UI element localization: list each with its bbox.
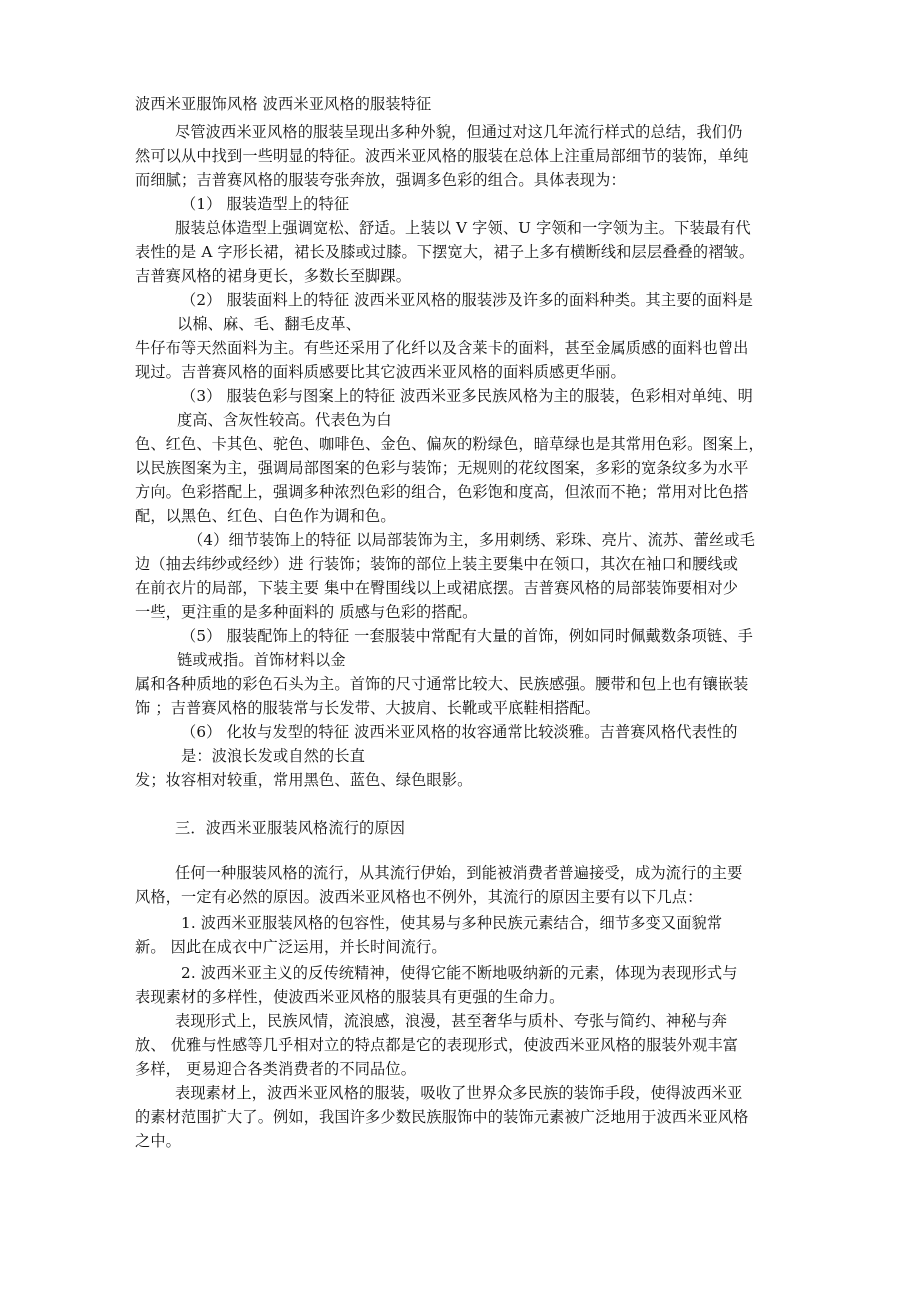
list-item: 1. 波西米亚服装风格的包容性，使其易与多种民族元素结合，细节多变又面貌常 [181, 914, 723, 932]
text-line: 服装总体造型上强调宽松、舒适。上装以 V 字领、U 字领和一字领为主。下装最有代 [175, 219, 751, 237]
text-line: 配，以黑色、红色、白色作为调和色。 [135, 507, 396, 525]
text-line: 在前衣片的局部，下装主要 集中在臀围线以上或裙底摆。吉普赛风格的局部装饰要相对少 [135, 579, 739, 597]
section-heading: （3） 服装色彩与图案上的特征 波西米亚多民族风格为主的服装，色彩相对单纯、明 [181, 387, 753, 405]
section-heading: （5） 服装配饰上的特征 一套服装中常配有大量的首饰，例如同时佩戴数条项链、手 [181, 627, 753, 645]
document-title: 波西米亚服饰风格 波西米亚风格的服装特征 [135, 95, 432, 113]
text-line: 表现形式上，民族风情，流浪感，浪漫，甚至奢华与质朴、夸张与简约、神秘与奔 [175, 1012, 728, 1030]
text-line: 链或戒指。首饰材料以金 [177, 651, 346, 669]
text-line: 表现素材上，波西米亚风格的服装，吸收了世界众多民族的装饰手段，使得波西米亚 [175, 1084, 743, 1102]
text-line: 边（抽去纬纱或经纱）进 行装饰；装饰的部位上装主要集中在领口，其次在袖口和腰线或 [135, 555, 739, 573]
text-line: 饰 ；吉普赛风格的服装常与长发带、大披肩、长靴或平底鞋相搭配。 [135, 699, 601, 717]
text-line: 多样， 更易迎合各类消费者的不同品位。 [135, 1060, 417, 1078]
section-heading: （1） 服装造型上的特征 [181, 195, 350, 213]
text-line: 新。 因此在成衣中广泛运用，并长时间流行。 [135, 938, 447, 956]
list-item: 2. 波西米亚主义的反传统精神，使得它能不断地吸纳新的元素，体现为表现形式与 [181, 964, 738, 982]
text-line: 尽管波西米亚风格的服装呈现出多种外貌，但通过对这几年流行样式的总结，我们仍 [175, 123, 743, 141]
section-heading: （6） 化妆与发型的特征 波西米亚风格的妆容通常比较淡雅。吉普赛风格代表性的 [181, 723, 738, 741]
text-line: 色、红色、卡其色、驼色、咖啡色、金色、偏灰的粉绿色，暗草绿也是其常用色彩。图案上， [135, 435, 764, 453]
text-line: 一些，更注重的是多种面料的 质感与色彩的搭配。 [135, 603, 478, 621]
text-line: 方向。色彩搭配上，强调多种浓烈色彩的组合，色彩饱和度高，但浓而不艳；常用对比色搭 [135, 483, 749, 501]
text-line: 是：波浪长发或自然的长直 [181, 747, 366, 765]
section-heading: （4）细节装饰上的特征 以局部装饰为主，多用刺绣、彩珠、亮片、流苏、蕾丝或毛 [188, 531, 755, 549]
text-line: 而细腻；吉普赛风格的服装夸张奔放，强调多色彩的组合。具体表现为： [135, 171, 626, 189]
chapter-heading: 三．波西米亚服装风格流行的原因 [175, 819, 406, 837]
text-line: 放、 优雅与性感等几乎相对立的特点都是它的表现形式，使波西米亚风格的服装外观丰富 [135, 1036, 739, 1054]
text-line: 然可以从中找到一些明显的特征。波西米亚风格的服装在总体上注重局部细节的装饰，单纯 [135, 147, 749, 165]
text-line: 牛仔布等天然面料为主。有些还采用了化纤以及含莱卡的面料，甚至金属质感的面料也曾出 [135, 339, 749, 357]
text-line: 现过。吉普赛风格的面料质感要比其它波西米亚风格的面料质感更华丽。 [135, 363, 626, 381]
text-line: 的素材范围扩大了。例如，我国许多少数民族服饰中的装饰元素被广泛地用于波西米亚风格 [135, 1108, 749, 1126]
text-line: 任何一种服装风格的流行，从其流行伊始，到能被消费者普遍接受，成为流行的主要 [175, 864, 743, 882]
text-line: 度高、含灰性较高。代表色为白 [177, 411, 392, 429]
text-line: 表现素材的多样性，使波西米亚风格的服装具有更强的生命力。 [135, 988, 565, 1006]
text-line: 之中。 [135, 1132, 182, 1150]
text-line: 表性的是 A 字形长裙，裙长及膝或过膝。下摆宽大，裙子上多有横断线和层层叠叠的褶皱。 [135, 243, 755, 261]
text-line: 属和各种质地的彩色石头为主。首饰的尺寸通常比较大、民族感强。腰带和包上也有镶嵌装 [135, 675, 749, 693]
text-line: 发；妆容相对较重，常用黑色、蓝色、绿色眼影。 [135, 771, 473, 789]
text-line: 以民族图案为主，强调局部图案的色彩与装饰；无规则的花纹图案，多彩的宽条纹多为水平 [135, 459, 749, 477]
section-heading: （2） 服装面料上的特征 波西米亚风格的服装涉及许多的面料种类。其主要的面料是 [181, 291, 753, 309]
text-line: 风格，一定有必然的原因。波西米亚风格也不例外，其流行的原因主要有以下几点： [135, 888, 703, 906]
text-line: 以棉、麻、毛、翻毛皮革、 [177, 315, 362, 333]
text-line: 吉普赛风格的裙身更长，多数长至脚踝。 [135, 267, 412, 285]
